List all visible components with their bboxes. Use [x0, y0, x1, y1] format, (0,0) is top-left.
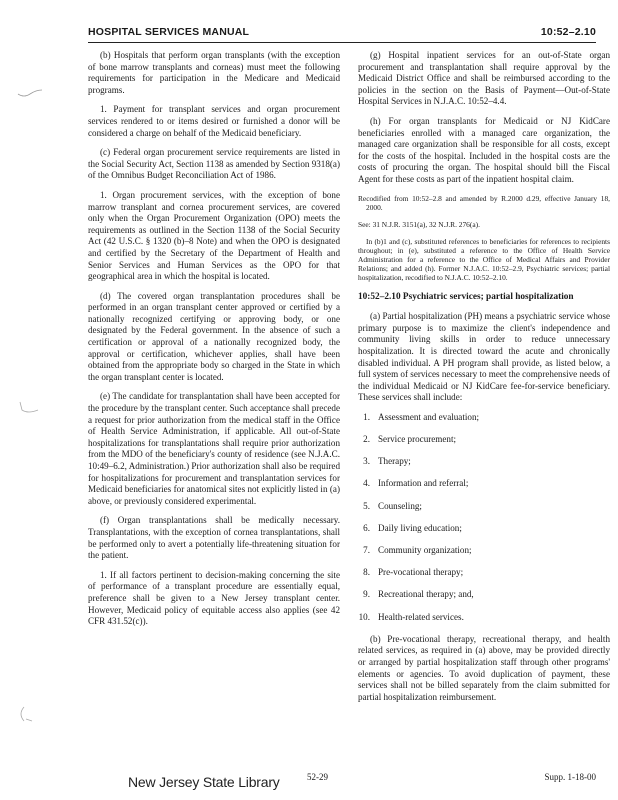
- section-code: 10:52–2.10: [540, 26, 596, 38]
- list-item: 1. Assessment and evaluation;: [363, 411, 480, 422]
- supplement-date: Supp. 1-18-00: [544, 772, 596, 782]
- note-recodified: Recodified from 10:52–2.8 and amended by R.2000 d.29, effective January 18, 2000.: [358, 193, 610, 212]
- margin-scribble-icon: [14, 84, 44, 102]
- paragraph-c: (c) Federal organ procurement service requirements are listed in the Social Security Act, Section 1138 as amended by Section 9318(a) of the Omnibus Budget Reconciliation Act of 1986.: [88, 147, 340, 181]
- list-item: 5. Counseling;: [363, 500, 422, 511]
- paragraph-h: (h) For organ transplants for Medicaid or NJ KidCare beneficiaries enrolled with a managed care organization, the managed care organization shall be responsible for all costs, except for the costs of the hospital. Included in the hospital costs are the costs of procuring the organ. The hospital should bill the Fiscal Agent for these costs as part of the inpatient hospital claim.: [358, 115, 610, 184]
- services-list: [358, 412, 610, 623]
- margin-scribble-icon: [14, 705, 44, 723]
- section-intro: (a) Partial hospitalization (PH) means a psychiatric service whose primary purpose is to maximize the client's independence and community living skills in order to reduce unnecessary hospitalization. It is directed toward the acute and chronically disabled individual. A PH program shall provide, as listed below, a full system of services necessary to meet the comprehensive needs of the individual Medicaid or NJ KidCare fee-for-service beneficiary. These services shall include:: [358, 311, 611, 403]
- paragraph-e: (e) The candidate for transplantation shall have been accepted for the procedure by the transplant center. Such acceptance shall precede a request for prior authorization from the medical staff in the Office of Health Service Administration, if applicable. All out-of-State hospitalizations for transplantations shall require prior authorization from the MDO of the beneficiary's county of residence (see N.J.A.C. 10:49–6.2, Administration.) Prior authorization shall also be required for hospitalizations for procurement and transplantation services for Medicaid beneficiaries for anatomical sites not explicitly listed in (a) above, or previously considered experimental.: [88, 391, 340, 506]
- paragraph-c-1: 1. Organ procurement services, with the exception of bone marrow transplant and cornea procurement services, are covered only when the Organ Procurement Organization (OPO) meets the requirements as outlined in the Section 1138 of the Social Security Act (42 U.S.C. § 1320 (b)–8 Note) and when the OPO is designated and certified by the Secretary of the Department of Health and Senior Services and Human Services as the OPO for that geographical area in which the hospital is located.: [88, 189, 340, 282]
- list-item: 7. Community organization;: [363, 545, 472, 555]
- list-item: 4. Information and referral;: [363, 478, 469, 489]
- library-stamp: New Jersey State Library: [128, 774, 280, 790]
- header-rule: [88, 42, 596, 43]
- paragraph-b: (b) Hospitals that perform organ transplants (with the exception of bone marrow transplants and corneas) must meet the following requirements for participation in the Medicare and Medicaid programs.: [88, 50, 340, 95]
- list-item: 3. Therapy;: [363, 456, 411, 467]
- margin-scribble-icon: [14, 398, 44, 416]
- page-footer: [0, 772, 618, 790]
- list-item: 6. Daily living education;: [363, 522, 462, 533]
- page-header: [88, 26, 596, 42]
- manual-title: HOSPITAL SERVICES MANUAL: [88, 26, 250, 38]
- paragraph-g: (g) Hospital inpatient services for an out-of-State organ procurement and transplantation shall require approval by the Medicaid District Office and shall be reimbursed according to the policies in the section on the Basis of Payment—Out-of-State Hospital Services in N.J.A.C. 10:52–4.4.: [358, 50, 610, 107]
- list-item: 10. Health-related services.: [358, 611, 464, 622]
- list-item: 2. Service procurement;: [363, 434, 457, 445]
- list-item: 9. Recreational therapy; and,: [363, 589, 474, 600]
- paragraph-f: (f) Organ transplantations shall be medically necessary. Transplantations, with the exception of cornea transplantations, shall be performed only to avert a potentially life-threatening situation for the patient.: [88, 515, 340, 561]
- note-see: See: 31 N.J.R. 3151(a), 32 N.J.R. 276(a).: [358, 219, 480, 229]
- right-column: [358, 50, 610, 711]
- paragraph-b-1: 1. Payment for transplant services and organ procurement services rendered to or items desired or furnished a donor will be considered a charge on behalf of the Medicaid beneficiary.: [88, 104, 340, 138]
- section-heading: 10:52–2.10 Psychiatric services; partial hospitalization: [358, 291, 574, 302]
- note-amendments: In (b)1 and (c), substituted references to beneficiaries for references to recipients throughout; in (e), substituted a reference to the Office of Health Service Administration for a reference to the Office of Medical Affairs and Provider Relations; and added (h). Former N.J.A.C. 10:52–2.9, Psychiatric services; partial hospitalization, recodified to N.J.A.C. 10:52–2.10.: [358, 236, 610, 282]
- paragraph-b-right: (b) Pre-vocational therapy, recreational therapy, and health related services, as required in (a) above, may be provided directly or arranged by partial hospitalization staff through other programs' elements or agencies. To avoid duplication of payment, these services shall not be billed separately from the claim submitted for partial hospitalization reimbursement.: [358, 633, 610, 702]
- history-notes: [358, 194, 610, 282]
- paragraph-d: (d) The covered organ transplantation procedures shall be performed in an organ transplant center approved or certified by a nationally recognized certifying or approving body, or one designated by the Federal government. In the absence of such a certification or approval of a nationally recognized body, the approval or certification, whichever applies, shall have been obtained from the appropriate body so charged in the State in which the organ transplant center is located.: [88, 290, 340, 382]
- left-column: [88, 50, 340, 636]
- paragraph-f-1: 1. If all factors pertinent to decision-making concerning the site of performance of a transplant procedure are essentially equal, preference shall be given to a New Jersey transplant center. However, Medicaid policy of equitable access also applies (see 42 CFR 431.52(c)).: [88, 569, 340, 627]
- page-number: 52-29: [307, 772, 328, 782]
- list-item: 8. Pre-vocational therapy;: [363, 567, 464, 578]
